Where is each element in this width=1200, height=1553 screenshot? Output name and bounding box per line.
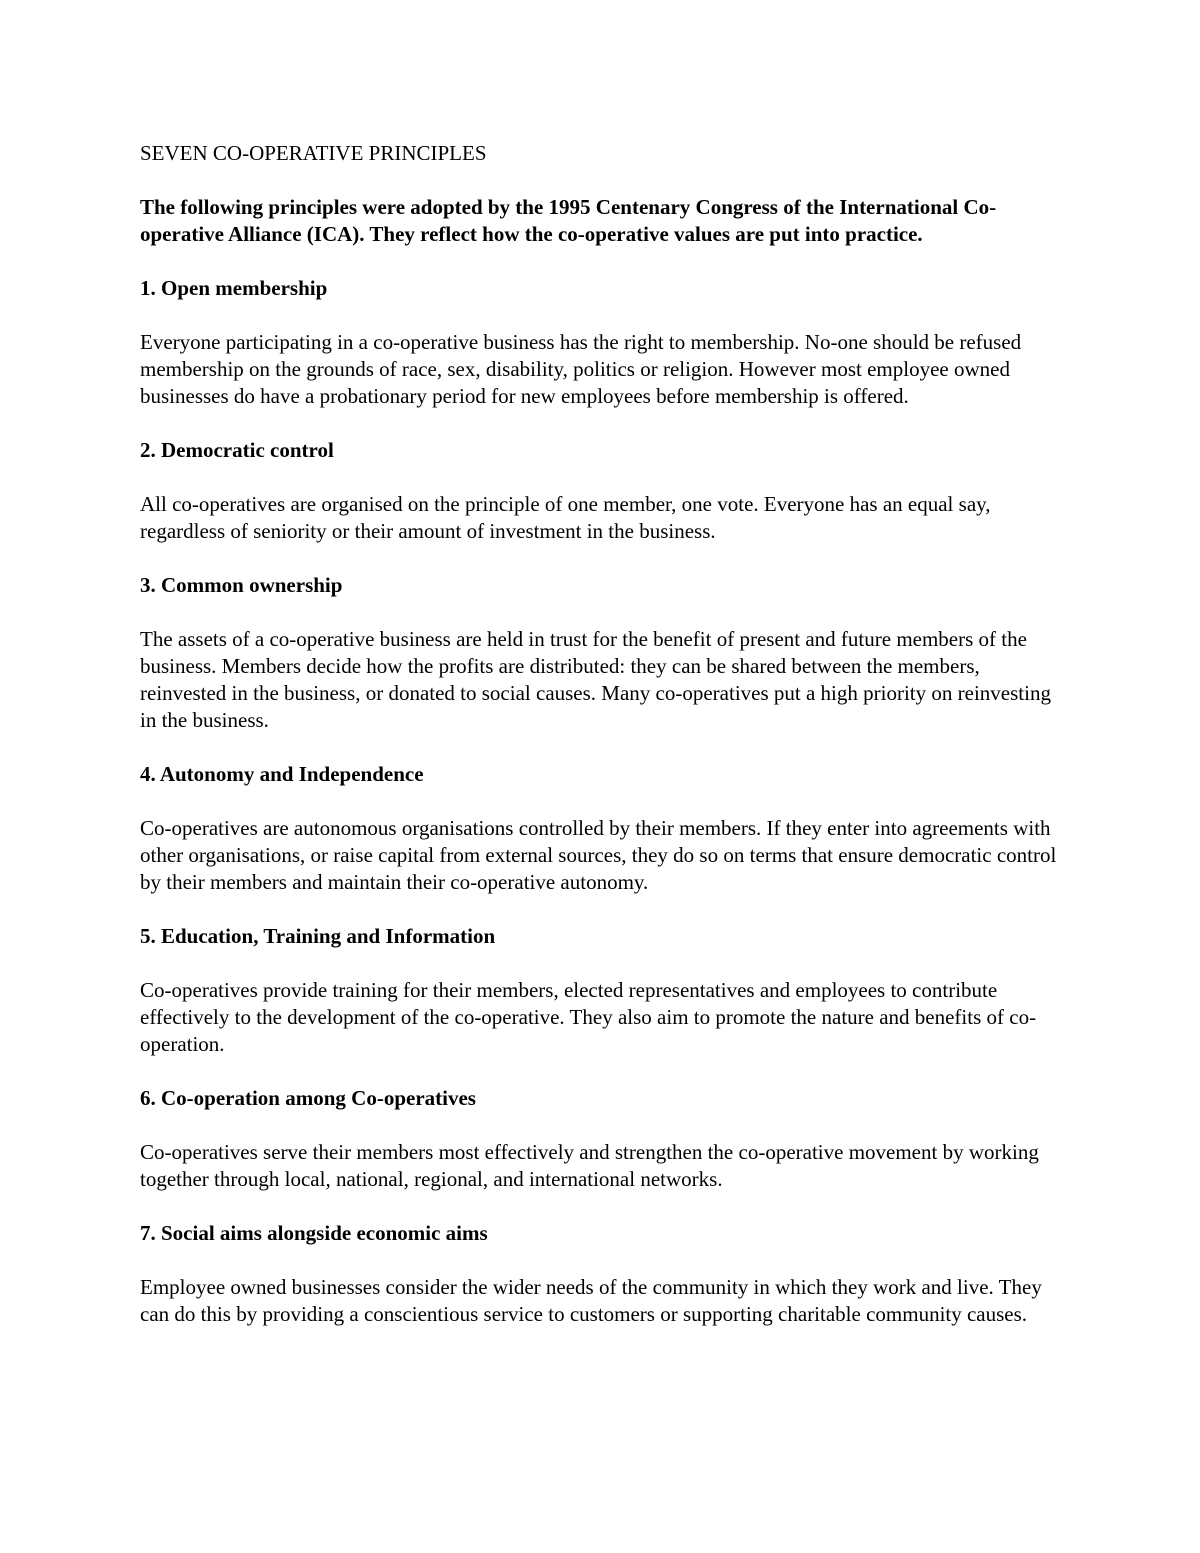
principle-body: The assets of a co-operative business are held in trust for the benefit of present and future members of the business. Members decide how the profits are distributed: they can be shared between the members, reinvested in the business, or donated to social causes. Many co-operatives put a high priority on reinvesting in the business. xyxy=(140,627,1051,732)
principle-heading: 4. Autonomy and Independence xyxy=(140,762,424,786)
principle-body: Co-operatives are autonomous organisations controlled by their members. If they enter into agreements with other organisations, or raise capital from external sources, they do so on terms that ensure democratic control by their members and maintain their co-operative autonomy. xyxy=(140,816,1057,894)
principle-heading: 5. Education, Training and Information xyxy=(140,924,496,948)
principle-section xyxy=(140,275,1065,410)
principle-heading: 7. Social aims alongside economic aims xyxy=(140,1221,488,1245)
principle-section xyxy=(140,761,1065,896)
principle-section xyxy=(140,1220,1065,1328)
principle-body: Co-operatives serve their members most effectively and strengthen the co-operative movement by working together through local, national, regional, and international networks. xyxy=(140,1140,1039,1191)
principle-heading: 1. Open membership xyxy=(140,276,328,300)
principle-section xyxy=(140,572,1065,734)
principle-body: Co-operatives provide training for their members, elected representatives and employees to contribute effectively to the development of the co-operative. They also aim to promote the nature and benefits of co-operation. xyxy=(140,978,1037,1056)
principle-body: All co-operatives are organised on the principle of one member, one vote. Everyone has an equal say, regardless of seniority or their amount of investment in the business. xyxy=(140,492,991,543)
document-title: SEVEN CO-OPERATIVE PRINCIPLES xyxy=(140,141,487,165)
principle-heading: 6. Co-operation among Co-operatives xyxy=(140,1086,476,1110)
principle-section xyxy=(140,437,1065,545)
principle-heading: 2. Democratic control xyxy=(140,438,334,462)
principle-body: Everyone participating in a co-operative business has the right to membership. No-one should be refused membership on the grounds of race, sex, disability, politics or religion. However most employee owned businesses do have a probationary period for new employees before membership is offered. xyxy=(140,330,1022,408)
principle-section xyxy=(140,1085,1065,1193)
principle-body: Employee owned businesses consider the wider needs of the community in which they work and live. They can do this by providing a conscientious service to customers or supporting charitable community causes. xyxy=(140,1275,1042,1326)
principle-section xyxy=(140,923,1065,1058)
intro-paragraph: The following principles were adopted by the 1995 Centenary Congress of the International Co-operative Alliance (ICA). They reflect how the co-operative values are put into practice. xyxy=(140,195,997,246)
document-page xyxy=(140,140,1065,1355)
principle-heading: 3. Common ownership xyxy=(140,573,343,597)
